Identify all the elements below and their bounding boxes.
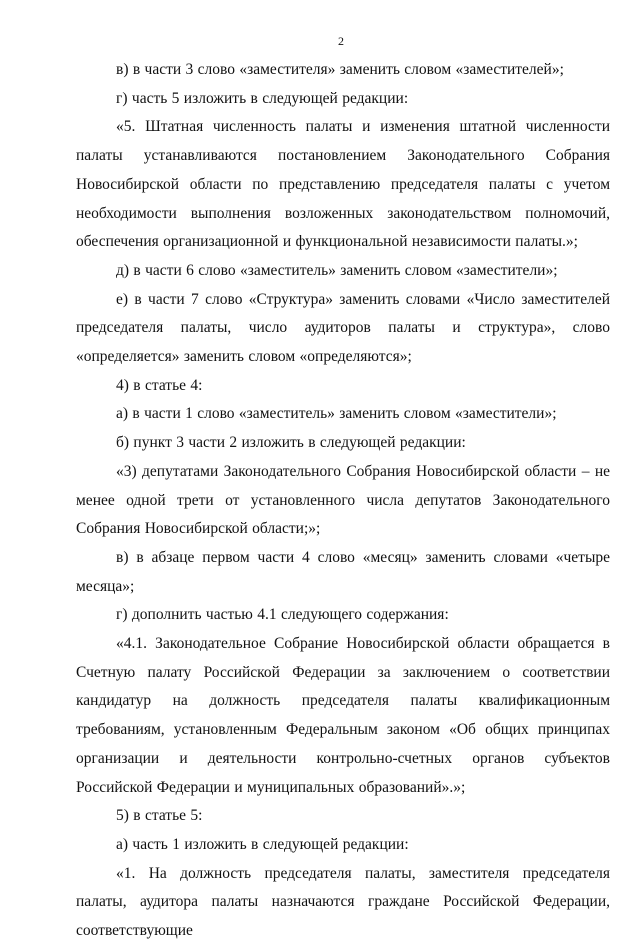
paragraph-4: д) в части 6 слово «заместитель» заменить словом «заместители»; bbox=[116, 261, 558, 279]
paragraph-6: 4) в статье 4: bbox=[116, 376, 203, 394]
page-number-container bbox=[76, 34, 606, 48]
paragraph-7: а) в части 1 слово «заместитель» заменить словом «заместители»; bbox=[116, 405, 557, 423]
paragraph-12: «4.1. Законодательное Собрание Новосибирской области обращается в Счетную палату Российской Федерации за заключением о соответствии кандидатур на должность председателя палаты квалификационным требованиям, установленным Федеральным законом «Об общих принципах организации и деятельности контрольно-счетных органов субъектов Российской Федерации и муниципальных образований».»; bbox=[76, 635, 610, 796]
paragraph-5: е) в части 7 слово «Структура» заменить словами «Число заместителей председателя палаты, число аудиторов палаты и структура», слово «определяется» заменить словом «определяются»; bbox=[76, 290, 610, 366]
paragraph-8: б) пункт 3 части 2 изложить в следующей редакции: bbox=[116, 434, 466, 452]
paragraph-3: «5. Штатная численность палаты и изменения штатной численности палаты устанавливаются постановлением Законодательного Собрания Новосибирской области по представлению председателя палаты с учетом необходимости выполнения возложенных законодательством полномочий, обеспечения организационной и функциональной независимости палаты.»; bbox=[76, 118, 610, 251]
paragraph-2: г) часть 5 изложить в следующей редакции: bbox=[116, 89, 409, 107]
paragraph-13: 5) в статье 5: bbox=[116, 807, 203, 825]
paragraph-11: г) дополнить частью 4.1 следующего содержания: bbox=[116, 606, 449, 624]
paragraph-15: «1. На должность председателя палаты, заместителя председателя палаты, аудитора палаты назначаются граждане Российской Федерации, соответствующие bbox=[76, 864, 610, 940]
page-number: 2 bbox=[338, 34, 344, 48]
paragraph-10: в) в абзаце первом части 4 слово «месяц» заменить словами «четыре месяца»; bbox=[76, 548, 610, 595]
paragraph-9: «3) депутатами Законодательного Собрания Новосибирской области – не менее одной трети от установленного числа депутатов Законодательного Собрания Новосибирской области;»; bbox=[76, 462, 610, 538]
paragraph-14: а) часть 1 изложить в следующей редакции: bbox=[116, 835, 409, 853]
paragraph-1: в) в части 3 слово «заместителя» заменить словом «заместителей»; bbox=[116, 61, 564, 78]
